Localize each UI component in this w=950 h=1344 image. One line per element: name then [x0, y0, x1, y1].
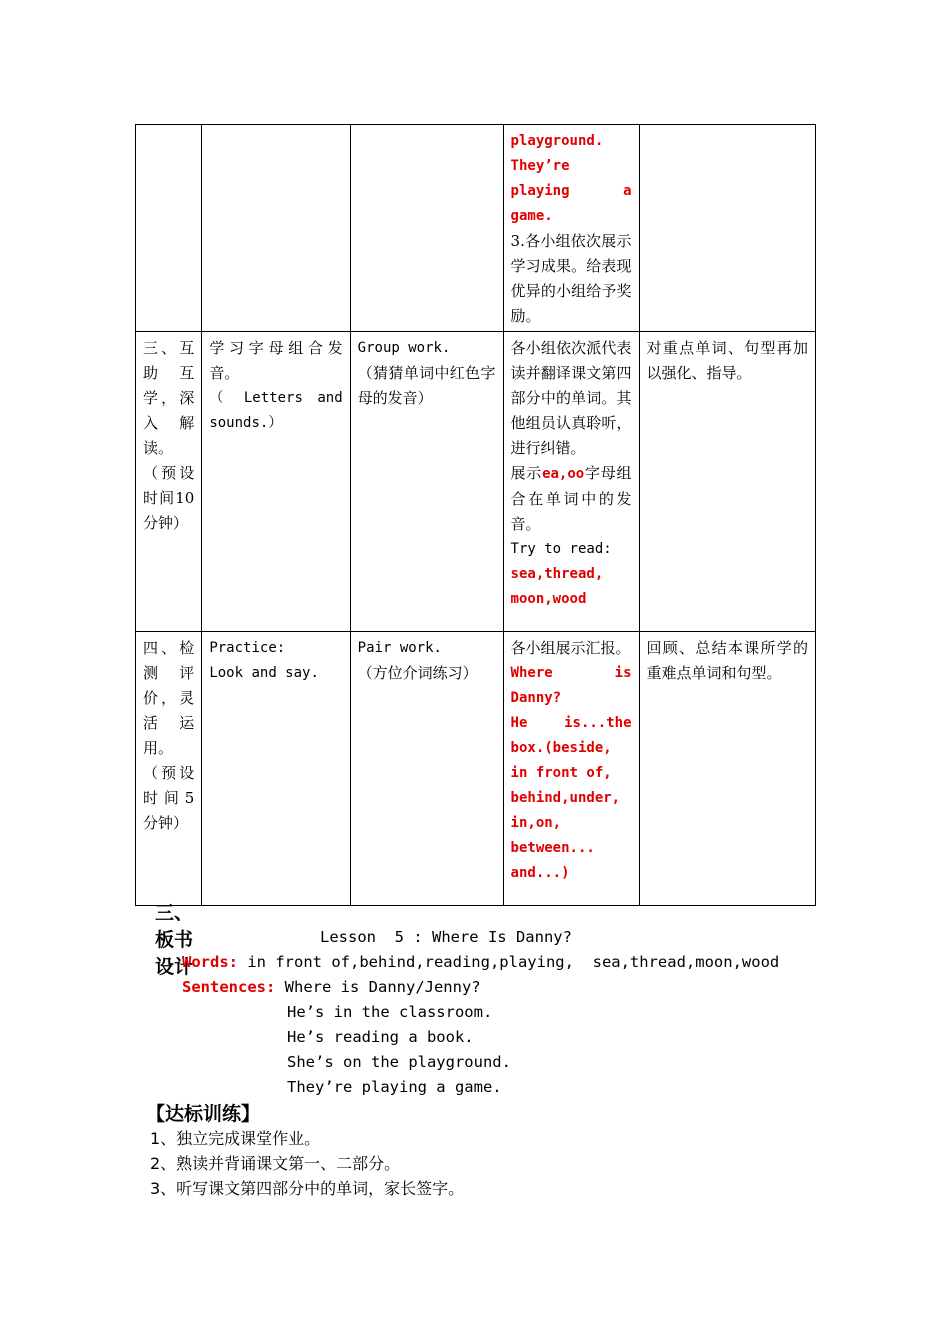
cell-text-en: Pair work.: [357, 640, 442, 656]
stage-title: 三、互助互学，深入解读。: [143, 339, 195, 457]
words-line: [182, 953, 779, 971]
red-text: playground.: [510, 133, 604, 149]
sentence: She’s on the playground.: [287, 1053, 511, 1071]
table-cell: [202, 632, 350, 906]
table-cell: [202, 332, 350, 632]
red-text: sea,thread,: [510, 566, 604, 582]
practice-item: 1、独立完成课堂作业。: [150, 1129, 321, 1148]
cell-text: （方位介词练习）: [357, 664, 478, 682]
practice-heading: 【达标训练】: [146, 1103, 261, 1125]
red-text: between...: [510, 840, 595, 856]
red-word: Where: [510, 665, 553, 681]
practice-item: 3、听写课文第四部分中的单词，家长签字。: [150, 1179, 465, 1198]
lesson-title: Lesson 5 : Where Is Danny?: [320, 928, 572, 946]
red-text: game.: [510, 208, 553, 224]
table-cell: [350, 632, 503, 906]
cell-text-post: 字母组合在单词中的发音。: [510, 464, 632, 533]
cell-text: 学习字母组合发音。: [209, 339, 343, 382]
table-cell: [136, 332, 202, 632]
cell-text-en: （ Letters and sounds.）: [209, 390, 343, 431]
red-word: playing: [510, 183, 570, 199]
table-cell: [350, 332, 503, 632]
cell-text: 对重点单词、句型再加以强化、指导。: [646, 339, 808, 382]
cell-text-en: Try to read:: [510, 541, 612, 557]
red-text: box.(beside,: [510, 740, 612, 756]
table-row: [136, 632, 816, 906]
cell-text-en: Look and say.: [209, 665, 319, 681]
table-cell: [136, 125, 202, 332]
table-cell: [136, 632, 202, 906]
red-text: behind,under,: [510, 790, 621, 806]
stage-time: （预设时间5分钟）: [143, 764, 195, 832]
red-word: is...the: [564, 715, 632, 731]
words-label: Words:: [182, 953, 238, 971]
table-row: [136, 125, 816, 332]
stage-title: 四、检测评价，灵活运用。: [143, 639, 195, 757]
red-word: He: [510, 715, 528, 731]
table-cell: [503, 125, 639, 332]
stage-time: （预设时间10分钟）: [143, 464, 195, 532]
cell-text: （猜猜单词中红色字母的发音）: [357, 364, 496, 407]
red-text: ea,oo: [542, 466, 585, 482]
red-word: is: [614, 665, 632, 681]
red-text: Danny?: [510, 690, 562, 706]
cell-text: 回顾、总结本课所学的重难点单词和句型。: [646, 639, 808, 682]
lesson-plan-table: [135, 124, 816, 906]
red-text: and...): [510, 865, 570, 881]
sentence: Where is Danny/Jenny?: [284, 978, 481, 996]
table-cell: [202, 125, 350, 332]
table-cell: [639, 332, 815, 632]
red-text: They’re: [510, 158, 570, 174]
cell-text: 各小组依次派代表读并翻译课文第四部分中的单词。其他组员认真聆听，进行纠错。: [510, 339, 632, 457]
red-text-line: [511, 661, 632, 686]
cell-text-en: Practice:: [209, 640, 286, 656]
sentences-line: [182, 978, 481, 996]
board-heading: 三、板书设计: [155, 902, 194, 978]
table-cell: [639, 632, 815, 906]
red-text: in front of,: [510, 765, 612, 781]
red-text: moon,wood: [510, 591, 587, 607]
table-cell: [639, 125, 815, 332]
cell-text-en: Group work.: [357, 340, 451, 356]
cell-text: 3.各小组依次展示学习成果。给表现优异的小组给予奖励。: [510, 232, 632, 325]
table-cell: [350, 125, 503, 332]
sentence: He’s in the classroom.: [287, 1003, 493, 1021]
sentence: They’re playing a game.: [287, 1078, 502, 1096]
cell-text-pre: 展示: [510, 464, 543, 482]
table-row: [136, 332, 816, 632]
red-word: a: [623, 183, 632, 199]
cell-text: 各小组展示汇报。: [510, 639, 631, 657]
words-list: in front of,behind,reading,playing, sea,thread,moon,wood: [238, 953, 780, 971]
red-text: in,on,: [510, 815, 562, 831]
red-text-line: [511, 711, 632, 736]
cell-text: [511, 461, 632, 537]
practice-item: 2、熟读并背诵课文第一、二部分。: [150, 1154, 401, 1173]
table-cell: [503, 332, 639, 632]
sentences-label: Sentences:: [182, 978, 276, 996]
sentence: He’s reading a book.: [287, 1028, 474, 1046]
red-text-line: [511, 179, 632, 204]
table-cell: [503, 632, 639, 906]
